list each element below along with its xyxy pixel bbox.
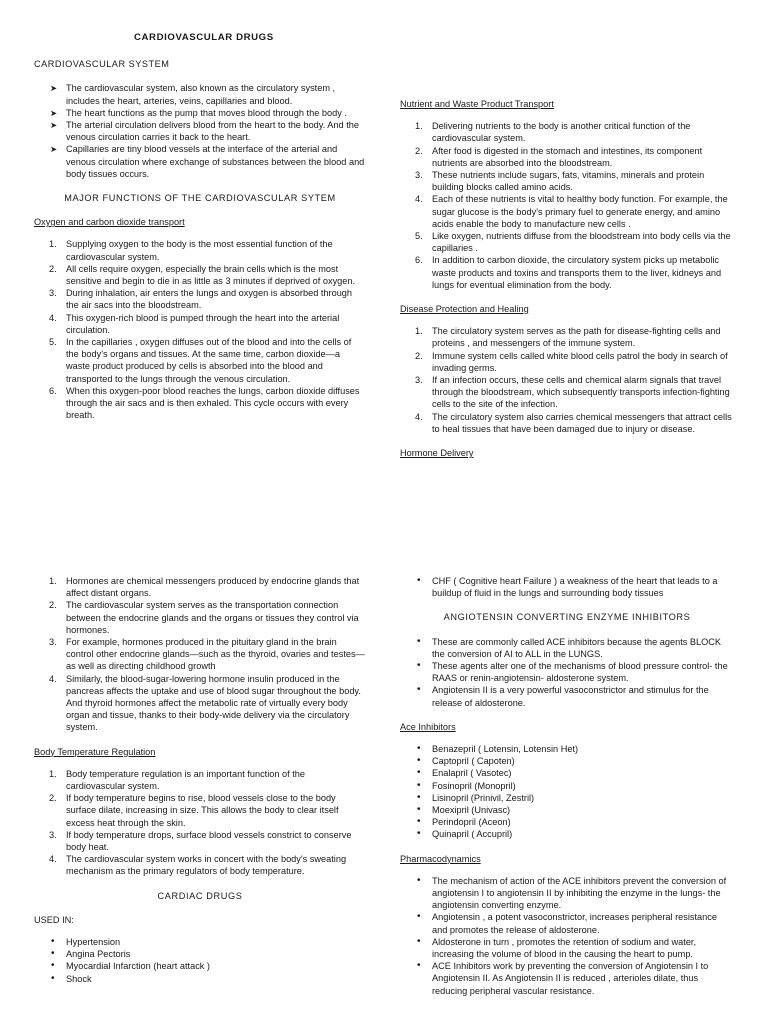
item-number: 1.	[49, 768, 57, 779]
item-number: 1.	[415, 326, 423, 337]
list-item	[400, 230, 734, 254]
list-item-text: If body temperature drops, surface blood vessels constrict to conserve body heat.	[66, 829, 352, 853]
list-item	[400, 743, 734, 755]
list-item-text: The cardiovascular system works in concert with the body's sweating mechanism as the primary regulators of body temperature.	[66, 854, 347, 877]
list-item	[400, 145, 734, 169]
list-item-text: During inhalation, air enters the lungs and oxygen is absorbed through the air sacs into the bloodstream.	[66, 288, 353, 311]
list-item-text: Supplying oxygen to the body is the most essential function of the cardiovascular system.	[66, 239, 333, 262]
list-item-text: The mechanism of action of the ACE inhibitors prevent the conversion of angiotensin I to angiotensin II by inhibiting the enzyme in the lungs- the angiotensin converting enzyme.	[432, 875, 727, 911]
list-item-text: Captopril ( Capoten)	[432, 756, 515, 767]
list-item-text: Myocardial Infarction (heart attack )	[66, 961, 210, 972]
list-item	[34, 599, 366, 636]
item-number: 1.	[49, 239, 57, 250]
list-item-text: ACE Inhibitors work by preventing the conversion of Angiotensin I to Angiotensin II. As Angiotensin II is reduced , arterioles dilate, thus reducing peripheral vascular resistance.	[432, 961, 709, 996]
list-item	[400, 374, 734, 411]
list-item-text: When this oxygen-poor blood reaches the lungs, carbon dioxide diffuses through the air sacs and is then exhaled. This cycle occurs with every breath.	[66, 385, 360, 421]
item-number: 2.	[415, 145, 423, 156]
nutrient-points-list	[400, 120, 734, 291]
item-number: 4.	[415, 411, 423, 422]
list-item	[400, 767, 734, 779]
list-item	[34, 238, 366, 262]
list-item-text: In the capillaries , oxygen diffuses out of the blood and into the cells of the body's organs and tissues. At the same time, carbon dioxide—a waste product produced by cells is absorbed into the blood and transported to the lungs through the venous circulation.	[66, 337, 352, 384]
list-item-text: These agents alter one of the mechanisms of blood pressure control- the RAAS or renin-angiotensin- aldosterone system.	[432, 661, 728, 684]
list-item-text: The heart functions as the pump that moves blood through the body .	[66, 107, 347, 118]
list-item-text: Immune system cells called white blood cells patrol the body in search of invading germs.	[432, 350, 728, 373]
list-item	[34, 575, 366, 599]
document-title: CARDIOVASCULAR DRUGS	[134, 32, 274, 43]
list-item	[34, 143, 366, 180]
list-item	[34, 973, 366, 985]
item-number: 3.	[415, 375, 423, 386]
oxygen-transport-heading: Oxygen and carbon dioxide transport	[34, 217, 185, 228]
page1-right-column	[400, 92, 734, 469]
list-item-text: If body temperature begins to rise, blood vessels close to the body surface dilate, increasing in size. This allows the body to clear itself excess heat through the skin.	[66, 793, 339, 828]
item-number: 5.	[49, 337, 57, 348]
item-number: 4.	[49, 312, 57, 323]
list-item	[34, 936, 366, 948]
chf-item: • CHF ( Cognitive heart Failure ) a weakness of the heart that leads to a buildup of fluid in the lungs and surrounding body tissues	[400, 575, 734, 599]
item-number: 3.	[49, 288, 57, 299]
item-number: 1.	[49, 576, 57, 586]
temperature-points-list	[34, 768, 366, 878]
nutrient-transport-heading: Nutrient and Waste Product Transport	[400, 99, 554, 109]
list-item	[34, 107, 366, 119]
list-item	[400, 960, 734, 997]
ace-points-list	[400, 636, 734, 709]
list-item-text: Quinapril ( Accupril)	[432, 829, 513, 840]
temperature-regulation-heading: Body Temperature Regulation	[34, 746, 156, 757]
list-item-text: Each of these nutrients is vital to healthy body function. For example, the sugar glucose is the body's primary fuel to generate energy, and amino acids enable the body to manufacture new cells .	[432, 194, 728, 229]
list-item	[400, 660, 734, 684]
list-item-text: For example, hormones produced in the pituitary gland in the brain control other endocrine glands—such as the thyroid, ovaries and testes—as well as directing childhood growth	[66, 637, 365, 672]
list-item	[400, 120, 734, 144]
list-item	[400, 254, 734, 291]
list-item	[400, 911, 734, 935]
list-item-text: The cardiovascular system serves as the transportation connection between the endocrine glands and the organs or tissues they control via hormones.	[66, 600, 359, 635]
list-item	[34, 853, 366, 877]
list-item	[400, 804, 734, 816]
list-item-text: Angina Pectoris	[66, 949, 131, 960]
cardiac-drugs-heading: CARDIAC DRUGS	[157, 890, 243, 901]
item-number: 5.	[415, 231, 423, 242]
list-item	[400, 169, 734, 193]
list-item	[400, 411, 734, 435]
list-item	[400, 325, 734, 349]
item-number: 2.	[49, 263, 57, 274]
hormone-delivery-heading: Hormone Delivery	[400, 448, 474, 459]
list-item-text: Angiotensin , a potent vasoconstrictor, increases peripheral resistance and promotes the release of aldosterone.	[432, 912, 717, 935]
page2-left-column	[34, 575, 366, 997]
pharmacodynamics-heading: Pharmacodynamics	[400, 853, 481, 864]
ace-inhibitors-list	[400, 743, 734, 841]
disease-protection-heading: Disease Protection and Healing	[400, 304, 529, 315]
cardiovascular-system-heading: CARDIOVASCULAR SYSTEM	[34, 59, 170, 70]
list-item	[400, 193, 734, 230]
list-item	[400, 755, 734, 767]
list-item	[34, 673, 366, 734]
item-number: 6.	[415, 255, 423, 266]
list-item-text: Like oxygen, nutrients diffuse from the bloodstream into body cells via the capillaries .	[432, 231, 731, 254]
list-item-text: Fosinopril (Monopril)	[432, 780, 516, 791]
item-number: 2.	[415, 350, 423, 361]
ace-inhibitors-heading: Ace Inhibitors	[400, 721, 456, 732]
list-item	[400, 816, 734, 828]
list-item	[400, 792, 734, 804]
list-item	[34, 119, 366, 143]
list-item	[400, 875, 734, 912]
list-item-text: Angiotensin II is a very powerful vasoconstrictor and stimulus for the release of aldosterone.	[432, 685, 709, 708]
list-item	[34, 385, 366, 422]
list-item	[400, 780, 734, 792]
item-number: 2.	[49, 600, 57, 611]
list-item	[34, 948, 366, 960]
list-item-text: Hypertension	[66, 937, 121, 948]
list-item-text: The arterial circulation delivers blood from the heart to the body. And the venous circulation carries it back to the heart.	[66, 120, 359, 143]
list-item	[400, 636, 734, 660]
ace-inhibitors-section-heading: ANGIOTENSIN CONVERTING ENZYME INHIBITORS	[443, 612, 691, 623]
page-gap	[0, 520, 768, 560]
list-item	[34, 829, 366, 853]
item-number: 4.	[415, 194, 423, 205]
list-item-text: Moexipril (Univasc)	[432, 805, 511, 816]
list-item	[400, 936, 734, 960]
list-item	[34, 82, 366, 106]
list-item-text: The cardiovascular system, also known as the circulatory system , includes the heart, arteries, veins, capillaries and blood.	[66, 83, 336, 106]
disease-points-list	[400, 325, 734, 435]
oxygen-points-list	[34, 238, 366, 421]
system-points-list	[34, 82, 366, 180]
list-item	[34, 312, 366, 336]
page2-right-column	[400, 575, 734, 1009]
list-item-text: Perindopril (Aceon)	[432, 817, 511, 828]
document-page-2	[0, 560, 768, 1024]
list-item-text: Lisinopril (Prinivil, Zestril)	[432, 792, 535, 803]
list-item-text: Capillaries are tiny blood vessels at the interface of the arterial and venous circulation where exchange of substances between the blood and body tissues occurs.	[66, 144, 365, 179]
item-number: 3.	[49, 829, 57, 840]
list-item-text: Enalapril ( Vasotec)	[432, 768, 512, 779]
list-item	[34, 336, 366, 385]
list-item-text: Hormones are chemical messengers produced by endocrine glands that affect distant organs.	[66, 576, 360, 599]
used-in-heading: USED IN:	[34, 914, 74, 925]
list-item	[34, 287, 366, 311]
item-number: 6.	[49, 385, 57, 396]
list-item-text: These are commonly called ACE inhibitors because the agents BLOCK the conversion of AI to ALL in the LUNGS.	[432, 636, 722, 659]
item-number: 3.	[49, 637, 57, 648]
list-item-text: After food is digested in the stomach and intestines, its component nutrients are absorbed into the bloodstream.	[432, 145, 703, 168]
item-number: 3.	[415, 170, 423, 181]
list-item	[400, 828, 734, 840]
list-item-text: Benazepril ( Lotensin, Lotensin Het)	[432, 744, 579, 755]
list-item	[34, 636, 366, 673]
item-number: 4.	[49, 854, 57, 865]
major-functions-heading: MAJOR FUNCTIONS OF THE CARDIOVASCULAR SYTEM	[64, 193, 336, 204]
used-in-list	[34, 936, 366, 985]
list-item	[400, 350, 734, 374]
list-item-text: Aldosterone in turn , promotes the retention of sodium and water, increasing the volume of blood in the causing the heart to pump.	[432, 936, 697, 960]
list-item-text: The circulatory system also carries chemical messengers that attract cells to heal tissues that have been damaged due to injury or disease.	[432, 411, 732, 434]
item-number: 1.	[415, 121, 423, 132]
list-item-text: This oxygen-rich blood is pumped through the heart into the arterial circulation.	[66, 312, 340, 335]
list-item	[34, 792, 366, 829]
item-number: 4.	[49, 673, 57, 684]
pharmacodynamics-list	[400, 875, 734, 997]
list-item-text: Body temperature regulation is an important function of the cardiovascular system.	[66, 768, 306, 792]
item-number: 2.	[49, 793, 57, 804]
list-item-text: Delivering nutrients to the body is another critical function of the cardiovascular system.	[432, 121, 691, 144]
list-item-text: If an infection occurs, these cells and chemical alarm signals that travel through the bloodstream, which subsequently transports infection-fighting cells to the site of the infection.	[432, 375, 730, 410]
chf-list	[400, 575, 734, 599]
list-item-text: Similarly, the blood-sugar-lowering hormone insulin produced in the pancreas affects the uptake and use of blood sugar throughout the body. And thyroid hormones affect the metabolic rate of virtually every body organ and tissue, thanks to their body-wide delivery via the circulatory system.	[66, 673, 361, 733]
list-item	[34, 263, 366, 287]
list-item-text: In addition to carbon dioxide, the circulatory system picks up metabolic waste products and toxins and transports them to the liver, kidneys and lungs for eventual elimination from the body.	[432, 255, 722, 290]
list-item	[400, 684, 734, 708]
list-item-text: The circulatory system serves as the path for disease-fighting cells and proteins , and messengers of the immune system.	[432, 326, 721, 349]
list-item-text: These nutrients include sugars, fats, vitamins, minerals and protein building blocks called amino acids.	[432, 170, 705, 193]
page1-left-column	[34, 30, 366, 433]
list-item	[34, 960, 366, 972]
hormone-points-list	[34, 575, 366, 734]
list-item	[34, 768, 366, 792]
list-item-text: Shock	[66, 973, 92, 984]
list-item-text: All cells require oxygen, especially the brain cells which is the most sensitive and begin to die in as little as 3 minutes if deprived of oxygen.	[66, 263, 356, 287]
